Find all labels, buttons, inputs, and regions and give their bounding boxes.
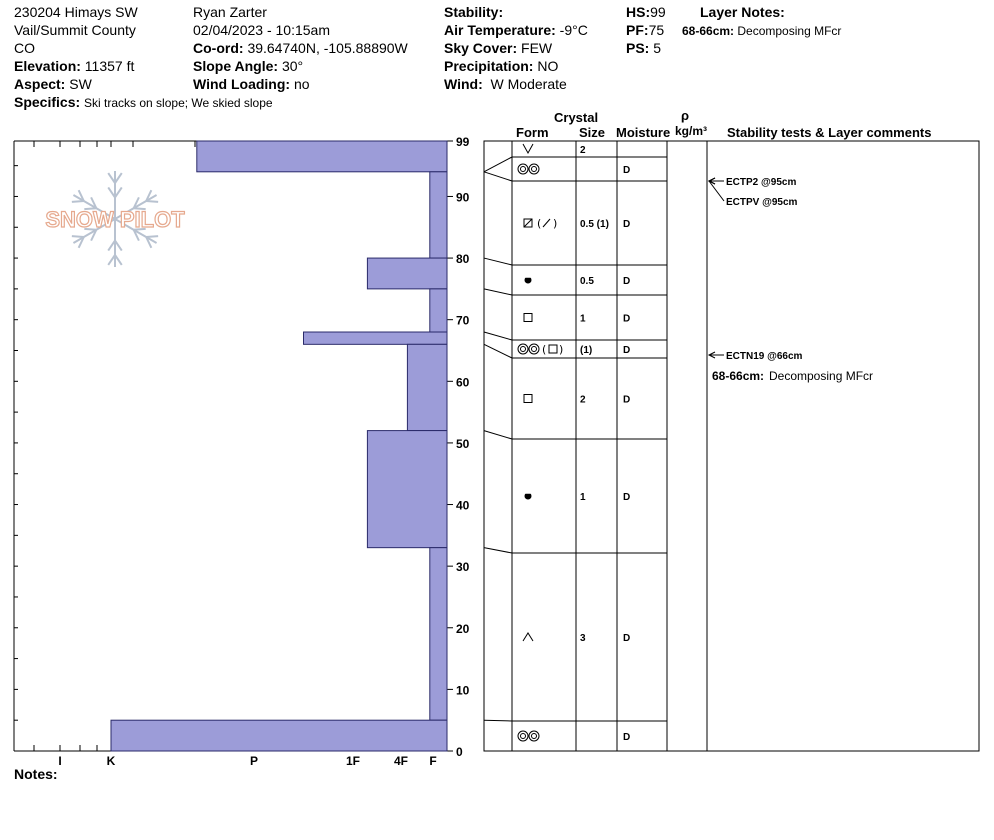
moisture-label: D	[623, 732, 631, 743]
aspect-label: Aspect:	[14, 76, 66, 92]
flake-branch	[115, 173, 122, 183]
moisture-heading: Moisture	[616, 125, 671, 140]
layer-connector	[484, 344, 512, 358]
flake-branch	[115, 241, 122, 251]
moisture-label: D	[623, 345, 631, 356]
state: CO	[14, 40, 35, 56]
depth-label: 99	[456, 135, 470, 149]
melt-form-icon	[521, 347, 526, 352]
melt-form-icon	[518, 731, 528, 741]
hardness-bar	[407, 344, 447, 430]
crystal-size-label: (1)	[580, 345, 593, 356]
paren-icon: (	[537, 217, 542, 230]
faceted-icon	[549, 345, 557, 353]
hs-label: HS:	[626, 4, 651, 20]
crystal-size-label: 2	[580, 145, 586, 156]
layer-comment-range: 68-66cm:	[712, 369, 765, 383]
moisture-label: D	[623, 492, 631, 503]
air-temp-label: Air Temperature:	[444, 22, 556, 38]
surface-hoar-icon	[523, 144, 533, 153]
slope-label: Slope Angle:	[193, 58, 279, 74]
region: Vail/Summit County	[14, 22, 136, 38]
hardness-bar	[430, 172, 447, 258]
form-heading: Form	[516, 125, 549, 140]
specifics-label: Specifics:	[14, 94, 81, 110]
flake-branch	[72, 236, 84, 237]
depth-label: 30	[456, 560, 470, 575]
layer-note-range: 68-66cm:	[682, 24, 735, 38]
depth-label: 80	[456, 252, 470, 267]
melt-form-icon	[529, 344, 539, 354]
coord-value: 39.64740N, -105.88890W	[247, 40, 408, 56]
pf-label: PF:	[626, 22, 649, 38]
flake-branch	[108, 241, 115, 251]
notes-label: Notes:	[14, 766, 58, 782]
melt-form-icon	[518, 164, 528, 174]
melt-form-icon	[521, 167, 526, 172]
flake-branch	[115, 255, 122, 265]
air-temp-value: -9°C	[559, 22, 588, 38]
hardness-bar	[430, 548, 447, 721]
wind-loading-label: Wind Loading:	[193, 76, 291, 92]
hardness-label: 1F	[345, 754, 361, 768]
density-unit-heading: kg/m³	[675, 124, 708, 138]
layer-connector	[484, 172, 512, 181]
stability-test-label: ECTN19 @66cm	[726, 351, 803, 362]
melt-form-icon	[532, 734, 537, 739]
melt-form-icon	[521, 734, 526, 739]
moisture-label: D	[623, 165, 631, 176]
hardness-label: P	[249, 754, 259, 768]
flake-branch	[108, 255, 115, 265]
sky-label: Sky Cover:	[444, 40, 518, 56]
size-heading: Size	[579, 125, 606, 140]
flake-branch	[146, 236, 158, 237]
crystal-size-label: 1	[580, 313, 586, 325]
layer-connector	[484, 289, 512, 295]
layer-table-border	[484, 141, 979, 751]
layer-connector	[484, 548, 512, 553]
stability-label: Stability:	[444, 4, 504, 20]
melt-form-icon	[532, 167, 537, 172]
hardness-bar	[367, 431, 447, 548]
faceted-crystal-icon	[524, 395, 532, 403]
hardness-label: K	[106, 754, 116, 768]
hs-value: 99	[650, 4, 666, 20]
crystal-size-label: 3	[580, 633, 586, 644]
moisture-label: D	[623, 633, 631, 644]
pf-value: 75	[648, 22, 665, 38]
hardness-label: 4F	[393, 754, 409, 768]
stability-pointer	[709, 181, 724, 201]
snowpilot-logo	[45, 171, 185, 267]
moisture-label: D	[623, 313, 631, 325]
depth-label: 50	[456, 436, 470, 451]
faceted-rounded-icon	[524, 219, 532, 227]
moisture-label: D	[623, 219, 631, 230]
depth-label: 10	[456, 683, 470, 698]
flake-branch	[115, 187, 122, 197]
layer-connector	[484, 258, 512, 265]
rho-heading: ρ	[681, 108, 690, 123]
melt-form-icon	[529, 731, 539, 741]
wind-loading-value: no	[293, 76, 310, 92]
layer-connector	[484, 157, 512, 172]
paren-icon: (	[542, 343, 547, 356]
faceted-crystal-icon	[524, 314, 532, 322]
stability-heading: Stability tests & Layer comments	[727, 125, 932, 140]
hardness-bar	[430, 289, 447, 332]
wind-value: W Moderate	[490, 76, 567, 92]
wind-label: Wind:	[444, 76, 483, 92]
hardness-bar	[304, 332, 448, 344]
paren-icon: )	[559, 343, 564, 356]
ps-label: PS:	[626, 40, 650, 56]
layer-notes-label: Layer Notes:	[700, 4, 785, 20]
decomposing-icon	[543, 219, 550, 227]
depth-label: 40	[456, 498, 470, 513]
hardness-bar	[367, 258, 447, 289]
hardness-bar	[197, 141, 447, 172]
depth-label: 60	[456, 375, 470, 390]
elevation-label: Elevation:	[14, 58, 81, 74]
flake-branch	[108, 187, 115, 197]
observer: Ryan Zarter	[193, 4, 267, 20]
layer-connector	[484, 332, 512, 340]
depth-label: 70	[456, 313, 470, 328]
elevation-value: 11357 ft	[84, 58, 135, 74]
site-name: 230204 Himays SW	[14, 4, 138, 20]
crystal-size-label: 0.5	[580, 276, 594, 287]
stability-test-label: ECTPV @95cm	[726, 197, 798, 208]
depth-label: 20	[456, 621, 470, 636]
crystal-heading: Crystal	[554, 110, 599, 125]
moisture-label: D	[623, 394, 631, 406]
date-time: 02/04/2023 - 10:15am	[193, 22, 330, 38]
flake-branch	[146, 201, 158, 202]
depth-label: 90	[456, 190, 470, 205]
flake-branch	[72, 201, 84, 202]
hardness-bar	[111, 720, 447, 751]
layer-connector	[484, 720, 512, 721]
melt-form-icon	[532, 347, 537, 352]
slope-value: 30°	[281, 58, 304, 74]
melt-form-icon	[518, 344, 528, 354]
hardness-label: I	[58, 754, 62, 768]
ps-value: 5	[653, 40, 662, 56]
sky-value: FEW	[521, 40, 553, 56]
depth-label: 0	[456, 745, 463, 759]
flake-branch	[108, 173, 115, 183]
moisture-label: D	[623, 276, 631, 287]
precip-value: NO	[537, 58, 559, 74]
layer-note-text: Decomposing MFcr	[737, 24, 842, 38]
crystal-size-label: 0.5 (1)	[580, 219, 609, 230]
logo-text: SNOW PILOT	[45, 207, 185, 232]
coord-label: Co-ord:	[193, 40, 244, 56]
layer-comment-text: Decomposing MFcr	[769, 369, 874, 383]
layer-connector	[484, 431, 512, 439]
crystal-size-label: 1	[580, 492, 586, 503]
crystal-size-label: 2	[580, 394, 586, 406]
stability-test-label: ECTP2 @95cm	[726, 177, 797, 188]
specifics-value: Ski tracks on slope; We skied slope	[84, 96, 273, 110]
precip-label: Precipitation:	[444, 58, 534, 74]
aspect-value: SW	[69, 76, 92, 92]
melt-form-icon	[529, 164, 539, 174]
paren-icon: )	[553, 217, 558, 230]
depth-hoar-icon	[523, 633, 533, 641]
hardness-label: F	[429, 754, 437, 768]
